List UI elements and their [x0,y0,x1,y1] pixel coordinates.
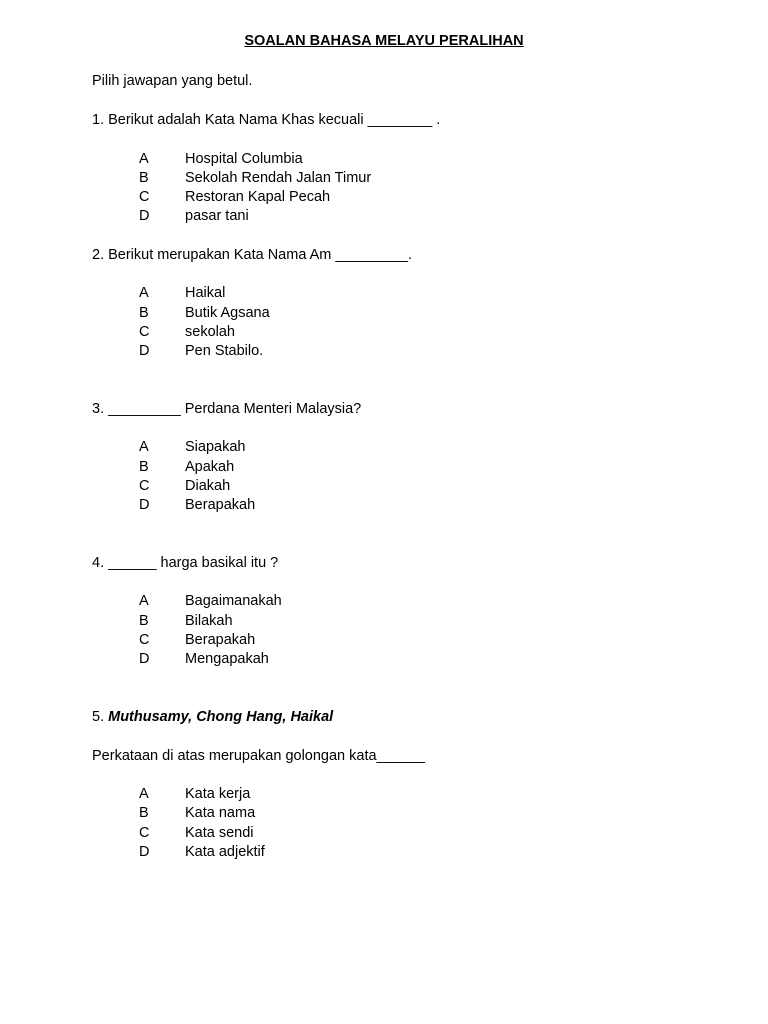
question-5-option-c-letter: C [139,825,150,841]
question-1-stem: 1. Berikut adalah Kata Nama Khas kecuali ________ . [92,112,441,128]
question-4-option-d-letter: D [139,651,150,667]
page-title: SOALAN BAHASA MELAYU PERALIHAN [244,33,524,49]
question-3-option-b-letter: B [139,459,149,475]
question-1-option-c-letter: C [139,189,150,205]
question-4-option-b-text: Bilakah [185,613,233,629]
question-1-option-d-text: pasar tani [185,208,249,224]
question-2-option-c-letter: C [139,324,150,340]
instruction-text: Pilih jawapan yang betul. [92,73,253,89]
question-5-option-a-letter: A [139,786,149,802]
question-4-option-c-text: Berapakah [185,632,256,648]
question-1-option-c-text: Restoran Kapal Pecah [185,189,331,205]
question-5-stem: Perkataan di atas merupakan golongan kata______ [92,748,425,764]
question-5-option-a-text: Kata kerja [185,786,251,802]
question-2-option-a-letter: A [139,285,149,301]
question-1-option-d-letter: D [139,208,150,224]
question-3-option-b-text: Apakah [185,459,235,475]
question-4-option-c-letter: C [139,632,150,648]
question-3-stem: 3. _________ Perdana Menteri Malaysia? [92,401,362,417]
question-5-emphasis: Muthusamy, Chong Hang, Haikal [108,709,334,725]
question-2-stem: 2. Berikut merupakan Kata Nama Am _________. [92,247,412,263]
question-2-option-d-text: Pen Stabilo. [185,343,264,359]
question-5-number: 5. [92,709,105,725]
question-3-option-d-text: Berapakah [185,497,256,513]
question-4-option-d-text: Mengapakah [185,651,269,667]
question-5-heading [92,708,333,726]
question-3-option-a-letter: A [139,439,149,455]
question-1-option-b-letter: B [139,170,149,186]
question-2-option-d-letter: D [139,343,150,359]
question-2-option-b-text: Butik Agsana [185,305,270,321]
question-5-option-d-text: Kata adjektif [185,844,265,860]
question-3-option-c-text: Diakah [185,478,231,494]
question-4-option-a-letter: A [139,593,149,609]
question-5-option-c-text: Kata sendi [185,825,254,841]
question-1-option-a-text: Hospital Columbia [185,151,303,167]
question-2-option-c-text: sekolah [185,324,235,340]
question-3-option-a-text: Siapakah [185,439,246,455]
question-5-option-b-text: Kata nama [185,805,256,821]
question-1-option-b-text: Sekolah Rendah Jalan Timur [185,170,372,186]
question-4-option-b-letter: B [139,613,149,629]
question-5-option-b-letter: B [139,805,149,821]
question-1-option-a-letter: A [139,151,149,167]
question-5-option-d-letter: D [139,844,150,860]
question-3-option-d-letter: D [139,497,150,513]
question-2-option-b-letter: B [139,305,149,321]
question-2-option-a-text: Haikal [185,285,226,301]
question-4-stem: 4. ______ harga basikal itu ? [92,555,279,571]
question-3-option-c-letter: C [139,478,150,494]
question-4-option-a-text: Bagaimanakah [185,593,282,609]
